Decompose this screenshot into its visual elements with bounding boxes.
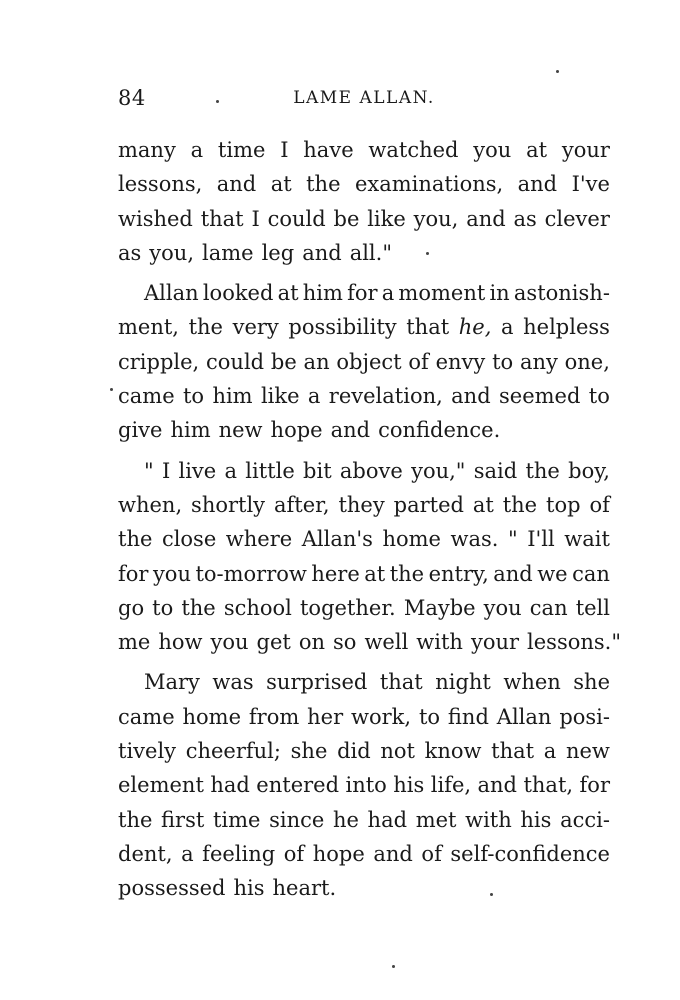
- text-line: " I live a little bit above you," said the boy,: [144, 458, 610, 483]
- print-speck: [392, 965, 395, 968]
- print-speck: [110, 388, 113, 391]
- paragraph: [118, 454, 622, 660]
- paragraph: [118, 276, 610, 447]
- print-speck: [490, 893, 493, 896]
- text-line: tively cheerful; she did not know that a new: [118, 739, 610, 764]
- print-speck: [556, 70, 559, 73]
- text-line: Mary was surprised that night when she: [144, 670, 610, 695]
- text-line: wished that I could be like you, and as clever: [118, 206, 610, 231]
- text-line: many a time I have watched you at your: [118, 138, 610, 162]
- text-line: cripple, could be an object of envy to any one,: [118, 349, 610, 374]
- print-speck: [426, 252, 429, 255]
- text-line: came home from her work, to find Allan posi-: [118, 704, 610, 729]
- print-speck: [216, 100, 219, 103]
- paragraph: [118, 665, 610, 905]
- text-line: ment, the very possibility that he, a helpless: [118, 315, 610, 340]
- text-line: give him new hope and confidence.: [118, 418, 501, 443]
- page-number: 84: [118, 86, 146, 110]
- text-line: lessons, and at the examinations, and I've: [118, 172, 610, 197]
- text-line: the close where Allan's home was. " I'll wait: [118, 527, 610, 552]
- text-line: the first time since he had met with his acci-: [118, 807, 610, 832]
- text-line: element had entered into his life, and that, for: [118, 773, 610, 798]
- text-line: came to him like a revelation, and seemed to: [118, 384, 610, 409]
- text-line: as you, lame leg and all.": [118, 240, 392, 265]
- text-line: me how you get on so well with your lessons.": [118, 630, 622, 655]
- body-text: [118, 133, 622, 906]
- text-line: dent, a feeling of hope and of self-confidence: [118, 841, 610, 866]
- text-line: Allan looked at him for a moment in astonish-: [144, 281, 610, 306]
- text-line: possessed his heart.: [118, 876, 337, 901]
- running-title: LAME ALLAN.: [293, 88, 435, 108]
- text-line: for you to-morrow here at the entry, and we can: [118, 561, 610, 586]
- paragraph: [118, 133, 610, 270]
- running-header: [118, 86, 610, 116]
- text-line: go to the school together. Maybe you can tell: [118, 595, 610, 620]
- text-line: when, shortly after, they parted at the top of: [118, 492, 610, 517]
